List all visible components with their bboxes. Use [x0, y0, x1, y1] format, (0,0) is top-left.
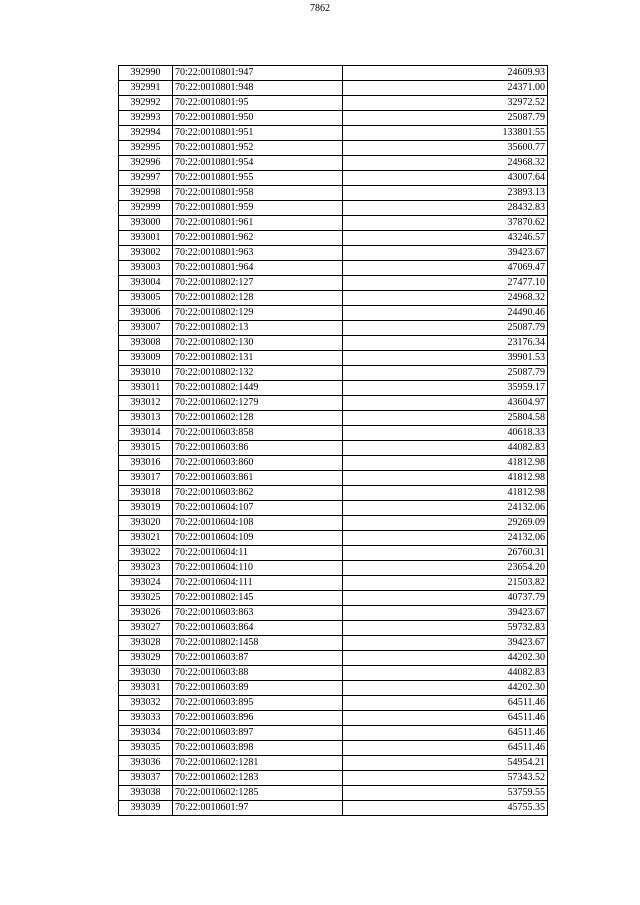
value-cell: 39901.53: [343, 351, 548, 366]
row-id-cell: 393006: [119, 306, 173, 321]
cadastral-number-cell: 70:22:0010603:858: [173, 426, 343, 441]
row-id-cell: 393007: [119, 321, 173, 336]
cadastral-number-cell: 70:22:0010604:108: [173, 516, 343, 531]
row-id-cell: 393033: [119, 711, 173, 726]
value-cell: 44082.83: [343, 666, 548, 681]
value-cell: 37870.62: [343, 216, 548, 231]
table-row: [119, 711, 548, 726]
row-id-cell: 393000: [119, 216, 173, 231]
row-id-cell: 393024: [119, 576, 173, 591]
cadastral-number-cell: 70:22:0010603:86: [173, 441, 343, 456]
row-id-cell: 393025: [119, 591, 173, 606]
cadastral-number-cell: 70:22:0010602:128: [173, 411, 343, 426]
cadastral-number-cell: 70:22:0010801:964: [173, 261, 343, 276]
row-id-cell: 393034: [119, 726, 173, 741]
value-cell: 64511.46: [343, 711, 548, 726]
table-row: [119, 441, 548, 456]
cadastral-number-cell: 70:22:0010603:862: [173, 486, 343, 501]
row-id-cell: 393017: [119, 471, 173, 486]
table-row: [119, 621, 548, 636]
cadastral-number-cell: 70:22:0010603:897: [173, 726, 343, 741]
table-row: [119, 261, 548, 276]
value-cell: 24490.46: [343, 306, 548, 321]
value-cell: 64511.46: [343, 741, 548, 756]
row-id-cell: 393013: [119, 411, 173, 426]
value-cell: 43246.57: [343, 231, 548, 246]
row-id-cell: 393008: [119, 336, 173, 351]
data-table: [118, 65, 548, 816]
value-cell: 21503.82: [343, 576, 548, 591]
table-row: [119, 216, 548, 231]
cadastral-number-cell: 70:22:0010801:963: [173, 246, 343, 261]
row-id-cell: 393009: [119, 351, 173, 366]
row-id-cell: 393030: [119, 666, 173, 681]
table-row: [119, 96, 548, 111]
row-id-cell: 393005: [119, 291, 173, 306]
table-row: [119, 291, 548, 306]
value-cell: 39423.67: [343, 636, 548, 651]
table-row: [119, 306, 548, 321]
value-cell: 53759.55: [343, 786, 548, 801]
cadastral-number-cell: 70:22:0010603:88: [173, 666, 343, 681]
value-cell: 64511.46: [343, 726, 548, 741]
value-cell: 24968.32: [343, 291, 548, 306]
row-id-cell: 393028: [119, 636, 173, 651]
table-row: [119, 516, 548, 531]
cadastral-number-cell: 70:22:0010801:962: [173, 231, 343, 246]
table-row: [119, 411, 548, 426]
cadastral-number-cell: 70:22:0010801:959: [173, 201, 343, 216]
value-cell: 27477.10: [343, 276, 548, 291]
cadastral-number-cell: 70:22:0010802:128: [173, 291, 343, 306]
value-cell: 45755.35: [343, 801, 548, 816]
row-id-cell: 392996: [119, 156, 173, 171]
cadastral-number-cell: 70:22:0010802:131: [173, 351, 343, 366]
row-id-cell: 393022: [119, 546, 173, 561]
value-cell: 35600.77: [343, 141, 548, 156]
cadastral-number-cell: 70:22:0010802:132: [173, 366, 343, 381]
cadastral-number-cell: 70:22:0010802:129: [173, 306, 343, 321]
row-id-cell: 392995: [119, 141, 173, 156]
cadastral-number-cell: 70:22:0010603:898: [173, 741, 343, 756]
table-body: [119, 66, 548, 816]
row-id-cell: 393016: [119, 456, 173, 471]
table-row: [119, 366, 548, 381]
value-cell: 35959.17: [343, 381, 548, 396]
cadastral-number-cell: 70:22:0010801:961: [173, 216, 343, 231]
cadastral-number-cell: 70:22:0010603:87: [173, 651, 343, 666]
value-cell: 25087.79: [343, 321, 548, 336]
cadastral-number-cell: 70:22:0010801:947: [173, 66, 343, 81]
row-id-cell: 393002: [119, 246, 173, 261]
table-row: [119, 636, 548, 651]
table-row: [119, 171, 548, 186]
cadastral-number-cell: 70:22:0010802:145: [173, 591, 343, 606]
row-id-cell: 392998: [119, 186, 173, 201]
value-cell: 47069.47: [343, 261, 548, 276]
table-row: [119, 546, 548, 561]
value-cell: 133801.55: [343, 126, 548, 141]
row-id-cell: 393038: [119, 786, 173, 801]
cadastral-number-cell: 70:22:0010603:861: [173, 471, 343, 486]
table-row: [119, 666, 548, 681]
value-cell: 24371.00: [343, 81, 548, 96]
row-id-cell: 392994: [119, 126, 173, 141]
cadastral-number-cell: 70:22:0010602:1279: [173, 396, 343, 411]
row-id-cell: 393001: [119, 231, 173, 246]
cadastral-number-cell: 70:22:0010603:864: [173, 621, 343, 636]
table-row: [119, 561, 548, 576]
cadastral-number-cell: 70:22:0010604:110: [173, 561, 343, 576]
cadastral-number-cell: 70:22:0010801:954: [173, 156, 343, 171]
value-cell: 59732.83: [343, 621, 548, 636]
cadastral-number-cell: 70:22:0010602:1281: [173, 756, 343, 771]
value-cell: 24968.32: [343, 156, 548, 171]
cadastral-number-cell: 70:22:0010603:896: [173, 711, 343, 726]
row-id-cell: 392999: [119, 201, 173, 216]
table-row: [119, 486, 548, 501]
value-cell: 40618.33: [343, 426, 548, 441]
cadastral-number-cell: 70:22:0010802:13: [173, 321, 343, 336]
table-row: [119, 456, 548, 471]
cadastral-number-cell: 70:22:0010603:860: [173, 456, 343, 471]
row-id-cell: 393014: [119, 426, 173, 441]
value-cell: 39423.67: [343, 246, 548, 261]
row-id-cell: 393019: [119, 501, 173, 516]
cadastral-number-cell: 70:22:0010602:1285: [173, 786, 343, 801]
table-row: [119, 141, 548, 156]
cadastral-number-cell: 70:22:0010802:127: [173, 276, 343, 291]
value-cell: 39423.67: [343, 606, 548, 621]
row-id-cell: 393039: [119, 801, 173, 816]
value-cell: 54954.21: [343, 756, 548, 771]
value-cell: 26760.31: [343, 546, 548, 561]
value-cell: 24132.06: [343, 501, 548, 516]
row-id-cell: 393023: [119, 561, 173, 576]
value-cell: 41812.98: [343, 486, 548, 501]
value-cell: 43604.97: [343, 396, 548, 411]
table-row: [119, 66, 548, 81]
table-row: [119, 801, 548, 816]
cadastral-number-cell: 70:22:0010601:97: [173, 801, 343, 816]
value-cell: 64511.46: [343, 696, 548, 711]
value-cell: 25087.79: [343, 366, 548, 381]
row-id-cell: 393012: [119, 396, 173, 411]
value-cell: 43007.64: [343, 171, 548, 186]
row-id-cell: 393027: [119, 621, 173, 636]
value-cell: 23893.13: [343, 186, 548, 201]
cadastral-number-cell: 70:22:0010604:109: [173, 531, 343, 546]
value-cell: 57343.52: [343, 771, 548, 786]
table-row: [119, 276, 548, 291]
table-row: [119, 741, 548, 756]
value-cell: 32972.52: [343, 96, 548, 111]
value-cell: 44202.30: [343, 651, 548, 666]
row-id-cell: 393029: [119, 651, 173, 666]
table-row: [119, 201, 548, 216]
row-id-cell: 393035: [119, 741, 173, 756]
row-id-cell: 393036: [119, 756, 173, 771]
cadastral-number-cell: 70:22:0010603:895: [173, 696, 343, 711]
value-cell: 41812.98: [343, 456, 548, 471]
value-cell: 25087.79: [343, 111, 548, 126]
row-id-cell: 392990: [119, 66, 173, 81]
cadastral-number-cell: 70:22:0010802:130: [173, 336, 343, 351]
row-id-cell: 393032: [119, 696, 173, 711]
row-id-cell: 392992: [119, 96, 173, 111]
cadastral-number-cell: 70:22:0010801:948: [173, 81, 343, 96]
cadastral-number-cell: 70:22:0010602:1283: [173, 771, 343, 786]
row-id-cell: 393031: [119, 681, 173, 696]
value-cell: 23654.20: [343, 561, 548, 576]
table-row: [119, 231, 548, 246]
table-row: [119, 126, 548, 141]
cadastral-number-cell: 70:22:0010802:1449: [173, 381, 343, 396]
row-id-cell: 393015: [119, 441, 173, 456]
row-id-cell: 393020: [119, 516, 173, 531]
table-row: [119, 426, 548, 441]
table-row: [119, 381, 548, 396]
table-row: [119, 111, 548, 126]
cadastral-number-cell: 70:22:0010801:951: [173, 126, 343, 141]
table-row: [119, 771, 548, 786]
table-row: [119, 606, 548, 621]
table-row: [119, 591, 548, 606]
table-row: [119, 81, 548, 96]
table-row: [119, 396, 548, 411]
value-cell: 44082.83: [343, 441, 548, 456]
value-cell: 23176.34: [343, 336, 548, 351]
row-id-cell: 393018: [119, 486, 173, 501]
cadastral-number-cell: 70:22:0010603:89: [173, 681, 343, 696]
table-row: [119, 186, 548, 201]
cadastral-number-cell: 70:22:0010604:107: [173, 501, 343, 516]
table-row: [119, 501, 548, 516]
table-row: [119, 351, 548, 366]
table-row: [119, 726, 548, 741]
table-row: [119, 756, 548, 771]
table-row: [119, 246, 548, 261]
value-cell: 29269.09: [343, 516, 548, 531]
cadastral-number-cell: 70:22:0010801:950: [173, 111, 343, 126]
value-cell: 24609.93: [343, 66, 548, 81]
cadastral-number-cell: 70:22:0010603:863: [173, 606, 343, 621]
cadastral-number-cell: 70:22:0010801:95: [173, 96, 343, 111]
row-id-cell: 392993: [119, 111, 173, 126]
table-row: [119, 681, 548, 696]
value-cell: 24132.06: [343, 531, 548, 546]
value-cell: 41812.98: [343, 471, 548, 486]
row-id-cell: 393011: [119, 381, 173, 396]
cadastral-number-cell: 70:22:0010801:958: [173, 186, 343, 201]
table-row: [119, 531, 548, 546]
table-row: [119, 336, 548, 351]
row-id-cell: 393021: [119, 531, 173, 546]
cadastral-number-cell: 70:22:0010604:111: [173, 576, 343, 591]
row-id-cell: 393037: [119, 771, 173, 786]
row-id-cell: 393010: [119, 366, 173, 381]
row-id-cell: 392991: [119, 81, 173, 96]
table-row: [119, 651, 548, 666]
row-id-cell: 392997: [119, 171, 173, 186]
table-row: [119, 786, 548, 801]
row-id-cell: 393003: [119, 261, 173, 276]
table-row: [119, 696, 548, 711]
table-row: [119, 576, 548, 591]
table-row: [119, 321, 548, 336]
row-id-cell: 393004: [119, 276, 173, 291]
cadastral-number-cell: 70:22:0010802:1458: [173, 636, 343, 651]
cadastral-number-cell: 70:22:0010604:11: [173, 546, 343, 561]
value-cell: 44202.30: [343, 681, 548, 696]
row-id-cell: 393026: [119, 606, 173, 621]
table-row: [119, 156, 548, 171]
value-cell: 28432.83: [343, 201, 548, 216]
cadastral-number-cell: 70:22:0010801:952: [173, 141, 343, 156]
value-cell: 40737.79: [343, 591, 548, 606]
page-number: 7862: [310, 3, 330, 14]
value-cell: 25804.58: [343, 411, 548, 426]
cadastral-number-cell: 70:22:0010801:955: [173, 171, 343, 186]
table-row: [119, 471, 548, 486]
